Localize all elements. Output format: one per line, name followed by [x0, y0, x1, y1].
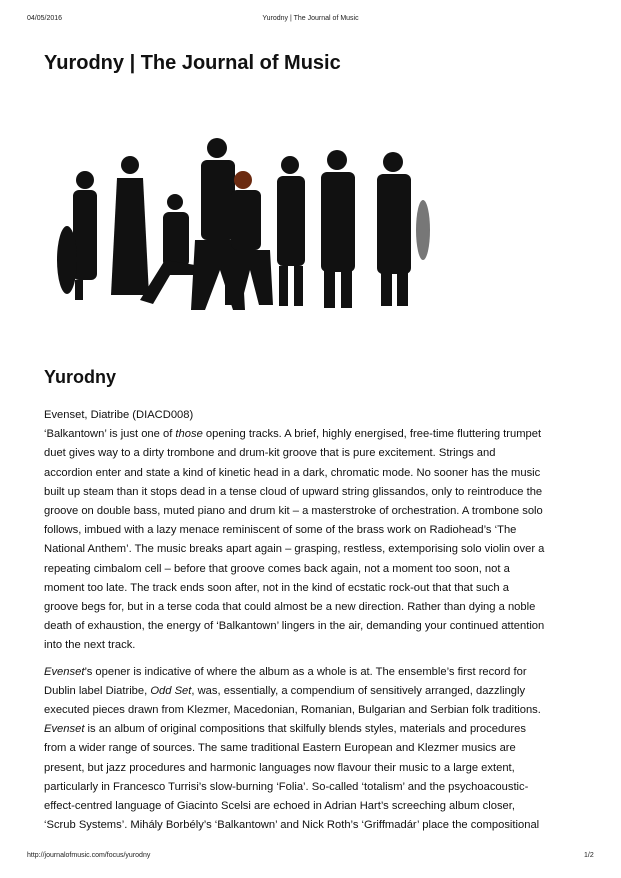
- text-run: groove begs for, but in a terse coda that could almost be a new direction. Rather than dying a noble: [44, 601, 536, 614]
- text-run: from a wider range of sources. The same traditional Eastern European and Klezmer musics are: [44, 742, 516, 755]
- text-line: [44, 797, 584, 816]
- text-line: [44, 444, 584, 463]
- article-paragraph: [44, 406, 584, 656]
- text-run: moment too late. The track ends soon after, not in the kind of ecstatic rock-out that that such a: [44, 581, 509, 594]
- text-run: ‘Scrub Systems’. Mihály Borbély’s ‘Balkantown’ and Nick Roth’s ‘Griffmadár’ place the compositional: [44, 819, 540, 832]
- print-date: 04/05/2016: [27, 15, 63, 22]
- text-line: [44, 464, 584, 483]
- text-line: [44, 617, 584, 636]
- text-line: [44, 598, 584, 617]
- italic-text: those: [175, 428, 203, 441]
- article-heading: Yurodny: [44, 367, 117, 387]
- text-line: [44, 521, 584, 540]
- band-photo: [45, 120, 443, 346]
- print-url: http://journalofmusic.com/focus/yurodny: [27, 852, 151, 859]
- text-line: [44, 502, 584, 521]
- text-run: effect-centred language of Giacinto Scelsi are echoed in Adrian Hart’s screeching album closer,: [44, 800, 515, 813]
- italic-text: Odd Set: [150, 684, 192, 697]
- text-run: opening tracks. A brief, highly energised, free-time fluttering trumpet: [202, 428, 542, 441]
- text-run: is an album of original compositions that skilfully blends styles, materials and procedures: [84, 723, 526, 736]
- text-run: ‘Balkantown’ is just one of: [44, 428, 176, 441]
- text-run: accordion enter and state a kind of kinetic head in a dark, chromatic mode. No sooner has the music: [44, 466, 541, 479]
- text-line: [44, 720, 584, 739]
- text-line: [44, 759, 584, 778]
- text-line: [44, 778, 584, 797]
- text-line: [44, 406, 584, 425]
- text-line: [44, 560, 584, 579]
- text-line: [44, 425, 584, 444]
- text-line: [44, 663, 584, 682]
- print-page-title: Yurodny | The Journal of Music: [262, 15, 359, 22]
- text-line: [44, 636, 584, 655]
- text-line: [44, 739, 584, 758]
- text-run: present, but jazz procedures and harmonic languages now flavour their music to a large extent,: [44, 761, 515, 774]
- text-run: death of exhaustion, the energy of ‘Balkantown’ lingers in the air, demanding your continued attention: [44, 620, 545, 633]
- text-line: [44, 682, 584, 701]
- text-run: groove on double bass, muted piano and drum kit – a masterstroke of orchestration. A trombone solo: [44, 505, 543, 518]
- text-run: into the next track.: [44, 639, 136, 652]
- text-run: repeating cimbalom cell – before that groove comes back again, not a moment too soon, not a: [44, 562, 510, 575]
- page-number: 1/2: [584, 852, 594, 859]
- article-body: [44, 406, 584, 842]
- text-run: particularly in Francesco Turrisi’s slow-burning ‘Folia’. So-called ‘totalism’ and the psychoacoustic-: [44, 780, 529, 793]
- site-title: Yurodny | The Journal of Music: [44, 52, 341, 74]
- text-run: built up steam than it stops dead in a tense cloud of upward string glissandos, only to reintroduce the: [44, 485, 543, 498]
- text-line: [44, 540, 584, 559]
- text-line: [44, 483, 584, 502]
- text-line: [44, 579, 584, 598]
- text-line: [44, 816, 584, 835]
- text-run: ’s opener is indicative of where the album as a whole is at. The ensemble’s first record for: [84, 665, 527, 678]
- text-run: National Anthem’. The music breaks apart again – grasping, restless, extemporising solo violin over a: [44, 543, 545, 556]
- text-run: , was, essentially, a compendium of sensitively arranged, dazzlingly: [191, 684, 526, 697]
- italic-text: Evenset: [44, 723, 85, 736]
- text-run: executed pieces drawn from Klezmer, Macedonian, Romanian, Bulgarian and Serbian folk traditions.: [44, 704, 541, 717]
- text-run: duet gives way to a dirty trombone and drum-kit groove that is pure excitement. Strings and: [44, 447, 496, 460]
- text-line: [44, 701, 584, 720]
- text-run: Evenset, Diatribe (DIACD008): [44, 409, 194, 421]
- italic-text: Evenset: [44, 665, 85, 678]
- text-run: follows, imbued with a lazy menace reminiscent of some of the brass work on Radiohead’s ‘The: [44, 524, 517, 537]
- text-run: Dublin label Diatribe,: [44, 684, 151, 697]
- article-paragraph: [44, 663, 584, 836]
